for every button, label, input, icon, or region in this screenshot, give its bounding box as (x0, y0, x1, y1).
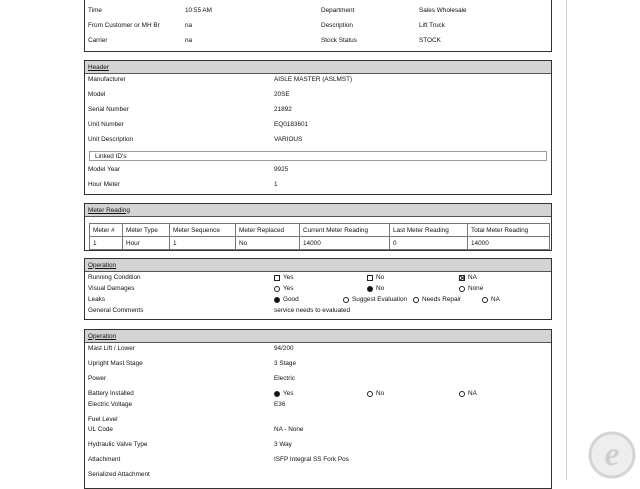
unit-number-value: EQ0183601 (274, 121, 309, 128)
serialized-attachment-label: Serialized Attachment (88, 471, 150, 478)
meter-cell: 0 (390, 237, 468, 250)
model-year-label: Model Year (88, 166, 120, 173)
leaks-label: Leaks (88, 296, 106, 303)
radio-selected-icon[interactable] (367, 286, 373, 292)
linked-ids-label: Linked ID's (95, 153, 127, 160)
unit-number-label: Unit Number (88, 121, 124, 128)
hydraulic-label: Hydraulic Valve Type (88, 441, 148, 448)
manufacturer-row (85, 75, 551, 85)
option-label: Yes (283, 390, 294, 397)
visual-damages-row (85, 284, 551, 294)
unit-description-value: VARIOUS (274, 136, 303, 143)
radio-icon[interactable] (413, 297, 419, 303)
power-row (85, 374, 551, 384)
linked-ids-box (89, 151, 547, 161)
checked-checkbox-icon[interactable] (459, 275, 465, 281)
ul-code-value: NA - None (274, 426, 304, 433)
radio-selected-icon[interactable] (274, 391, 280, 397)
hour-meter-row (85, 180, 551, 190)
stock-status-value: STOCK (419, 37, 441, 44)
description-value: Lift Truck (419, 22, 445, 29)
leaks-row (85, 295, 551, 305)
header-section-title: Header (88, 63, 109, 71)
department-value: Sales Wholesale (419, 7, 467, 14)
from-row (85, 21, 551, 31)
hydraulic-row (85, 440, 551, 450)
ul-code-row (85, 425, 551, 435)
option-label: Needs Repair (422, 296, 462, 303)
option-label: Yes (283, 285, 294, 292)
meter-cell: 14000 (300, 237, 390, 250)
electric-voltage-row (85, 400, 551, 410)
attachment-label: Attachment (88, 456, 121, 463)
top-info-section (84, 0, 552, 52)
hydraulic-value: 3 Way (274, 441, 292, 448)
model-year-row (85, 165, 551, 175)
meter-col-header: Current Meter Reading (300, 224, 390, 237)
header-section (84, 60, 552, 195)
meter-col-header: Total Meter Reading (468, 224, 550, 237)
serialized-attachment-row (85, 470, 551, 480)
radio-icon[interactable] (343, 297, 349, 303)
radio-icon[interactable] (274, 286, 280, 292)
mast-lift-row (85, 344, 551, 354)
electric-voltage-value: E36 (274, 401, 286, 408)
meter-col-header: Meter # (90, 224, 123, 237)
operation-2-title: Operation (88, 332, 117, 340)
unit-number-row (85, 120, 551, 130)
attachment-value: ISFP Integral SS Fork Pos (274, 456, 349, 463)
meter-reading-title-bar (85, 204, 551, 217)
model-value: 20SE (274, 91, 290, 98)
fuel-level-label: Fuel Level (88, 416, 118, 423)
option-label: NA (468, 274, 477, 281)
option-label: No (376, 390, 385, 397)
option-label: No (376, 274, 385, 281)
meter-col-header: Last Meter Reading (390, 224, 468, 237)
meter-table-header (90, 224, 550, 237)
radio-icon[interactable] (459, 286, 465, 292)
checkbox-icon[interactable] (367, 275, 373, 281)
table-row (90, 237, 550, 250)
mast-lift-value: 94/200 (274, 345, 294, 352)
radio-icon[interactable] (482, 297, 488, 303)
option-label: Good (283, 296, 299, 303)
meter-cell: 1 (170, 237, 236, 250)
option-label: None (468, 285, 484, 292)
mast-lift-label: Mast Lift / Lower (88, 345, 135, 352)
operation-1-title-bar (85, 259, 551, 272)
hour-meter-value: 1 (274, 181, 278, 188)
option-label: NA (468, 390, 477, 397)
electric-voltage-label: Electric Voltage (88, 401, 133, 408)
operation-2-title-bar (85, 330, 551, 343)
radio-icon[interactable] (367, 391, 373, 397)
time-row (85, 6, 551, 16)
option-label: Yes (283, 274, 294, 281)
unit-description-label: Unit Description (88, 136, 134, 143)
unit-description-row (85, 135, 551, 145)
meter-col-header: Meter Sequence (170, 224, 236, 237)
meter-cell: No (236, 237, 300, 250)
serial-value: 21892 (274, 106, 292, 113)
meter-col-header: Meter Replaced (236, 224, 300, 237)
power-label: Power (88, 375, 107, 382)
operation-section-2 (84, 329, 552, 489)
general-comments-row (85, 306, 551, 316)
carrier-label: Carrier (88, 37, 108, 44)
carrier-row (85, 36, 551, 46)
visual-damages-label: Visual Damages (88, 285, 135, 292)
time-label: Time (88, 7, 102, 14)
running-condition-label: Running Condition (88, 274, 141, 281)
manufacturer-value: AISLE MASTER (ASLMST) (274, 76, 353, 83)
checkbox-icon[interactable] (274, 275, 280, 281)
general-comments-value: service needs to evaluated (274, 307, 351, 314)
upright-mast-value: 3 Stage (274, 360, 297, 367)
option-label: NA (491, 296, 500, 303)
manufacturer-label: Manufacturer (88, 76, 126, 83)
battery-row (85, 389, 551, 399)
hour-meter-label: Hour Meter (88, 181, 120, 188)
meter-col-header: Meter Type (123, 224, 170, 237)
from-value: na (185, 22, 193, 29)
attachment-row (85, 455, 551, 465)
from-label: From Customer or MH Br (88, 22, 160, 29)
department-label: Department (321, 7, 355, 14)
meter-reading-title: Meter Reading (88, 206, 130, 214)
option-label: Suggest Evaluation (352, 296, 408, 303)
model-year-value: 9925 (274, 166, 289, 173)
radio-selected-icon[interactable] (274, 297, 280, 303)
option-label: No (376, 285, 385, 292)
power-value: Electric (274, 375, 295, 382)
description-label: Description (321, 22, 353, 29)
meter-reading-section (84, 203, 552, 251)
model-row (85, 90, 551, 100)
stock-status-label: Stock Status (321, 37, 357, 44)
running-condition-row (85, 273, 551, 283)
general-comments-label: General Comments (88, 307, 144, 314)
logo-icon (588, 431, 636, 479)
meter-cell: 14000 (468, 237, 550, 250)
header-section-title-bar (85, 61, 551, 74)
operation-1-title: Operation (88, 261, 117, 269)
operation-section-1 (84, 258, 552, 320)
logo-letter: e (604, 436, 620, 473)
page-edge (566, 0, 567, 480)
battery-label: Battery Installed (88, 390, 134, 397)
serial-row (85, 105, 551, 115)
serial-label: Serial Number (88, 106, 129, 113)
meter-cell: 1 (90, 237, 123, 250)
carrier-value: na (185, 37, 193, 44)
model-label: Model (88, 91, 106, 98)
meter-table (89, 223, 550, 250)
radio-icon[interactable] (459, 391, 465, 397)
meter-cell: Hour (123, 237, 170, 250)
ul-code-label: UL Code (88, 426, 113, 433)
upright-mast-label: Upright Mast Stage (88, 360, 143, 367)
time-value: 10:55 AM (185, 7, 213, 14)
fuel-level-row (85, 415, 551, 425)
upright-mast-row (85, 359, 551, 369)
